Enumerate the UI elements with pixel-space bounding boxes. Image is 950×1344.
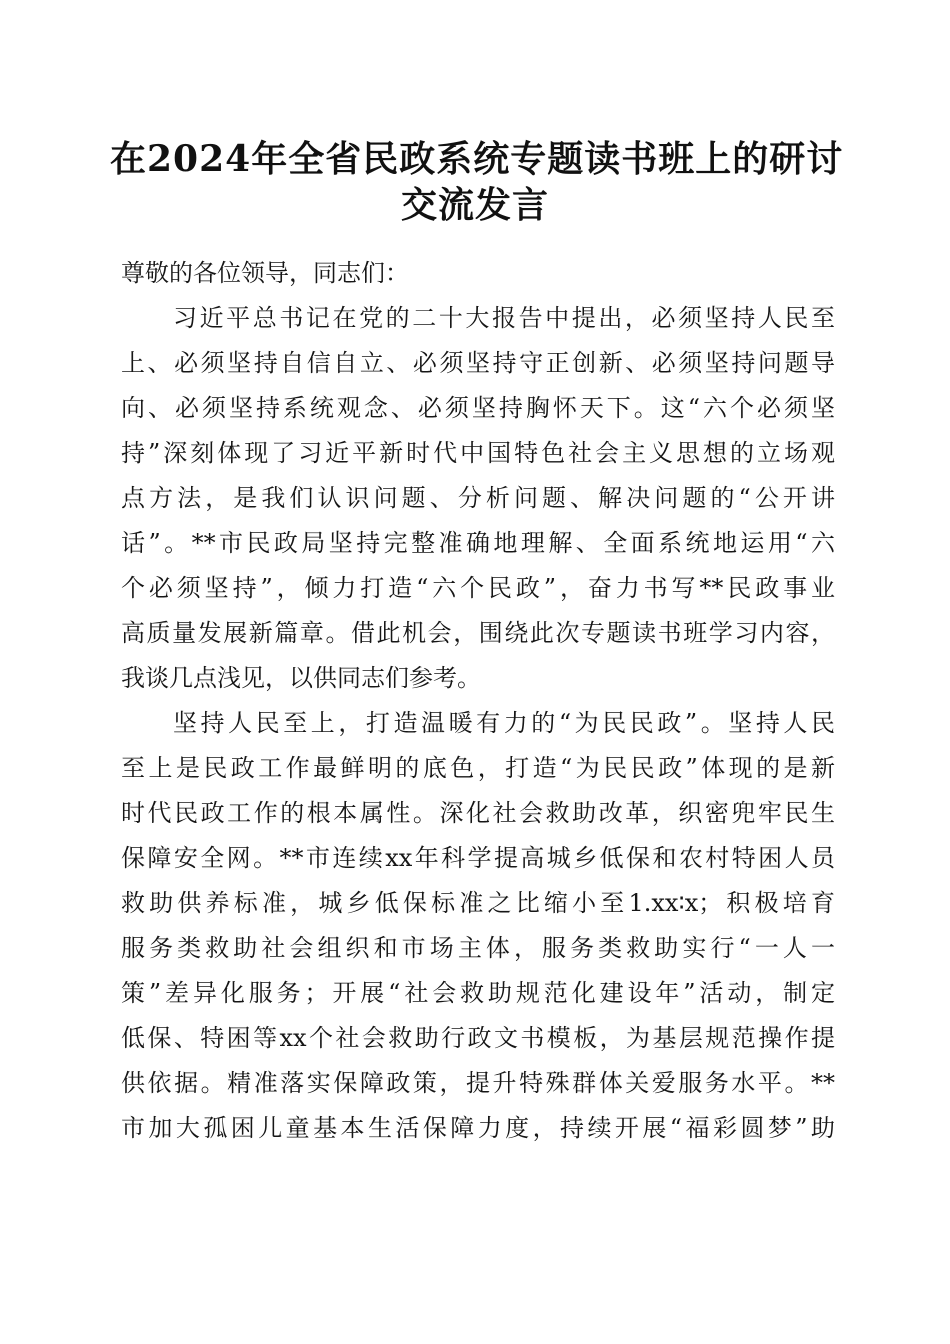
- document-body: [121, 251, 835, 1151]
- paragraph-1: [121, 296, 835, 701]
- text-line: 策”差异化服务；开展“社会救助规范化建设年”活动，制定: [121, 979, 835, 1007]
- text-line: 我谈几点浅见，以供同志们参考。: [121, 664, 481, 692]
- text-line: 点方法，是我们认识问题、分析问题、解决问题的“公开讲: [121, 484, 835, 512]
- paragraph-2: [121, 701, 835, 1151]
- text-line: 服务类救助社会组织和市场主体，服务类救助实行“一人一: [121, 934, 835, 962]
- text-line: 低保、特困等xx个社会救助行政文书模板，为基层规范操作提: [121, 1024, 835, 1052]
- text-line: 上、必须坚持自信自立、必须坚持守正创新、必须坚持问题导: [121, 349, 835, 377]
- text-line: 高质量发展新篇章。借此机会，围绕此次专题读书班学习内容，: [121, 619, 835, 647]
- text-line: 个必须坚持”，倾力打造“六个民政”，奋力书写**民政事业: [121, 574, 835, 602]
- text-line: 坚持人民至上，打造温暖有力的“为民民政”。坚持人民: [173, 709, 835, 737]
- text-line: 救助供养标准，城乡低保标准之比缩小至1.xx∶x；积极培育: [121, 889, 835, 917]
- title-line: 交流发言: [400, 184, 549, 226]
- text-line: 习近平总书记在党的二十大报告中提出，必须坚持人民至: [173, 304, 835, 332]
- text-line: 持”深刻体现了习近平新时代中国特色社会主义思想的立场观: [121, 439, 835, 467]
- text-line: 市加大孤困儿童基本生活保障力度，持续开展“福彩圆梦”助: [121, 1114, 835, 1142]
- title-line: 在2024年全省民政系统专题读书班上的研讨: [110, 138, 844, 180]
- document-title: [110, 136, 844, 228]
- text-line: 向、必须坚持系统观念、必须坚持胸怀天下。这“六个必须坚: [121, 394, 835, 422]
- text-line: 供依据。精准落实保障政策，提升特殊群体关爱服务水平。**: [121, 1069, 835, 1097]
- text-line: 话”。**市民政局坚持完整准确地理解、全面系统地运用“六: [121, 529, 835, 557]
- text-line: 保障安全网。**市连续xx年科学提高城乡低保和农村特困人员: [121, 844, 835, 872]
- text-line: 至上是民政工作最鲜明的底色，打造“为民民政”体现的是新: [121, 754, 835, 782]
- text-line: 时代民政工作的根本属性。深化社会救助改革，织密兜牢民生: [121, 799, 835, 827]
- salutation: 尊敬的各位领导，同志们：: [121, 259, 409, 287]
